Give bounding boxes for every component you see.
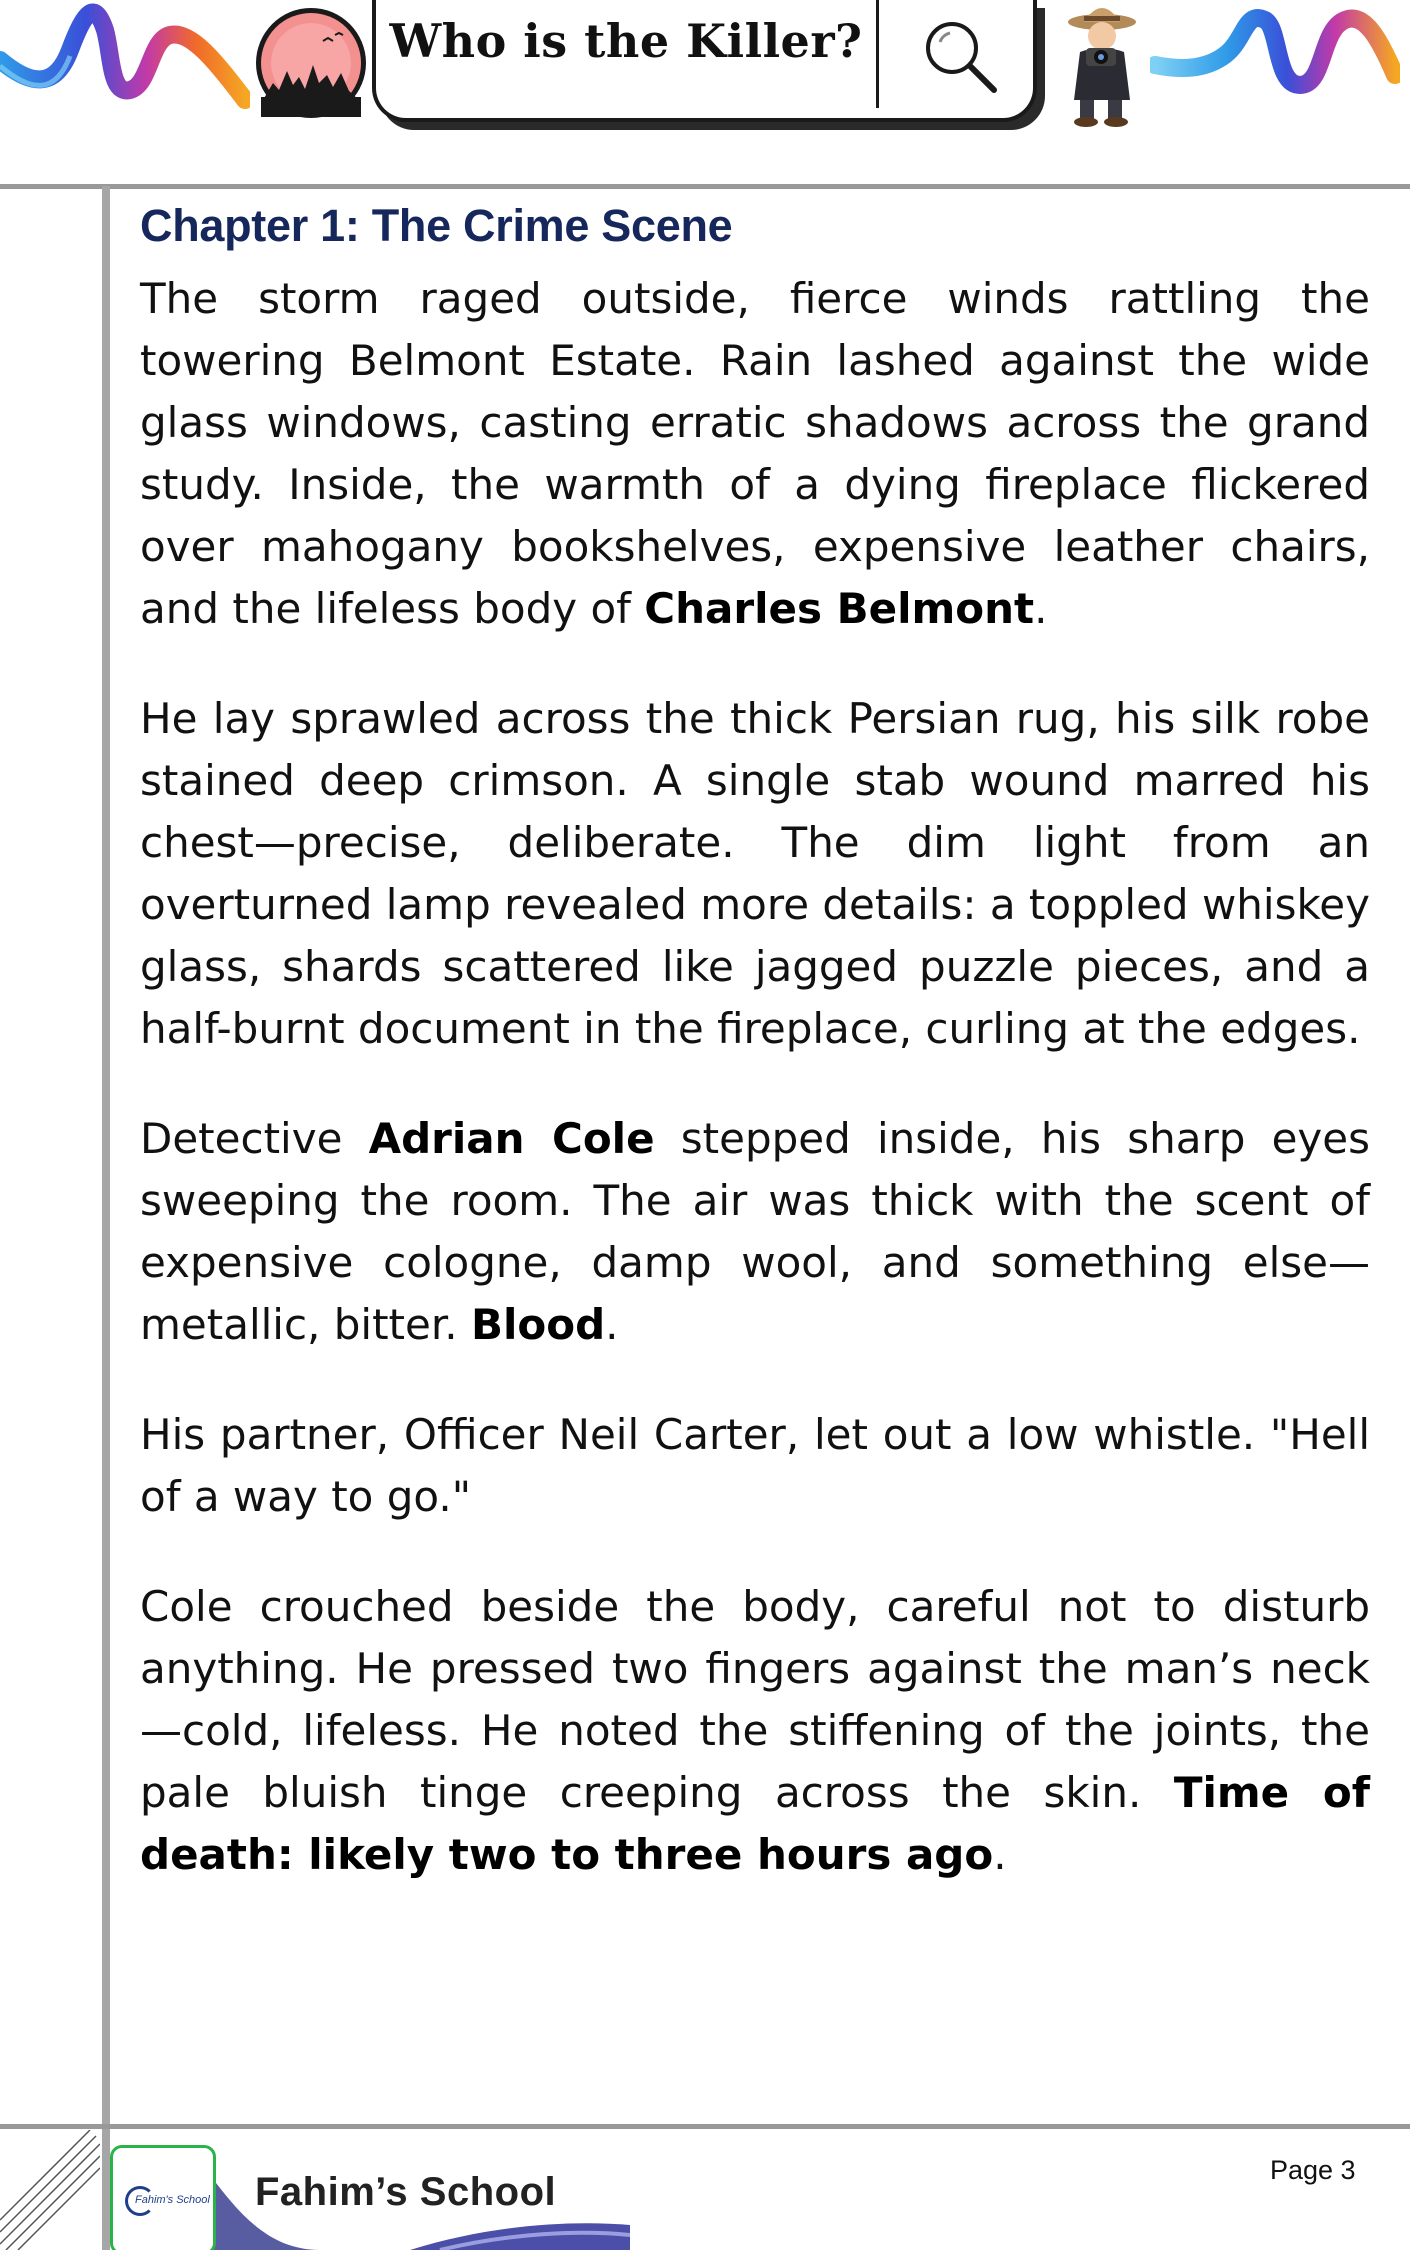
logo-text: Fahim's School (135, 2194, 210, 2206)
page-number: Page 3 (1270, 2155, 1356, 2185)
paragraph-text: . (1034, 584, 1048, 633)
hatch-decoration (0, 2130, 100, 2250)
title-divider (876, 0, 879, 108)
emphasized-text: Adrian Cole (368, 1114, 655, 1163)
footer-divider (0, 2124, 1410, 2129)
school-name: Fahim’s School (255, 2170, 557, 2214)
moon-night-icon (253, 5, 369, 121)
paragraph-text: Detective (140, 1114, 369, 1163)
school-logo (110, 2145, 216, 2250)
paragraph-text: The storm raged outside, fierce winds rattling the towering Belmont Estate. Rain lashed against the wide glass windows, casting erratic shadows across the grand study. Inside, the warmth of a dying fireplace flickered over mahogany bookshelves, expensive leather chairs, and the lifeless body of (140, 274, 1370, 633)
chapter-title: Chapter 1: The Crime Scene (140, 200, 733, 251)
story-paragraph (140, 688, 1370, 1060)
paragraph-text: He lay sprawled across the thick Persian rug, his silk robe stained deep crimson. A single stab wound marred his chest—precise, deliberate. The dim light from an overturned lamp revealed more details: a toppled whiskey glass, shards scattered like jagged puzzle pieces, and a half-burnt document in the fireplace, curling at the edges. (140, 694, 1370, 1053)
title-search-bar (372, 0, 1037, 122)
paragraph-text: . (993, 1830, 1007, 1879)
story-paragraph (140, 1404, 1370, 1528)
story-body (140, 268, 1370, 1886)
chapter-content (140, 200, 1370, 1934)
search-icon (916, 12, 1006, 102)
header-divider (0, 184, 1410, 189)
story-paragraph (140, 1108, 1370, 1356)
paragraph-text: Cole crouched beside the body, careful not to disturb anything. He pressed two fingers against the man’s neck—cold, lifeless. He noted the stiffening of the joints, the pale bluish tinge creeping across the skin. (140, 1582, 1370, 1817)
paragraph-text: stepped inside, his sharp eyes sweeping the room. The air was thick with the scent of expensive cologne, damp wool, and something else—metallic, bitter. (140, 1114, 1370, 1349)
story-paragraph (140, 268, 1370, 640)
margin-line (102, 186, 110, 2250)
story-paragraph (140, 1576, 1370, 1886)
emphasized-text: Blood (470, 1300, 606, 1349)
emphasized-text: Time of death: likely two to three hours ago (140, 1768, 1370, 1879)
paragraph-text: . (605, 1300, 619, 1349)
ribbon-decoration-left (0, 0, 250, 120)
book-title: Who is the Killer? (389, 14, 863, 68)
emphasized-text: Charles Belmont (644, 584, 1035, 633)
paragraph-text: His partner, Officer Neil Carter, let out a low whistle. "Hell of a way to go." (140, 1410, 1370, 1521)
page-header (0, 0, 1410, 190)
detective-icon (1050, 0, 1150, 128)
ribbon-decoration-right (1150, 0, 1400, 120)
